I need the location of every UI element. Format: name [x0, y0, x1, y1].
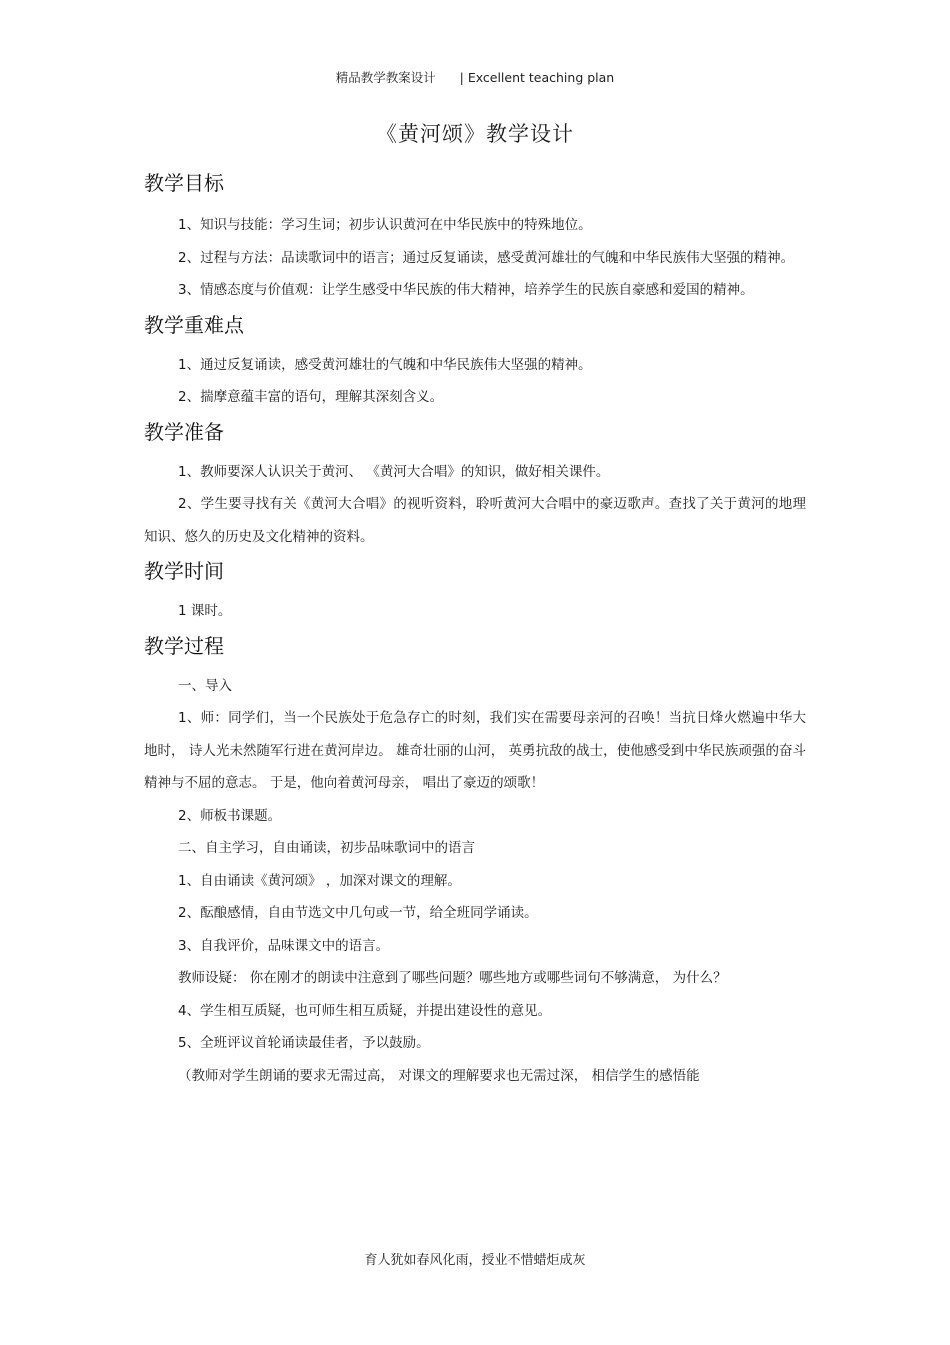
process-item-2: 2、师板书课题。 — [178, 807, 282, 824]
process-step-2-title: 二、自主学习，自由诵读，初步品味歌词中的语言 — [178, 840, 475, 856]
page-footer: 育人犹如春风化雨，授业不惜蜡炬成灰 — [364, 1253, 586, 1268]
header-left: 精品教学教案设计 — [335, 70, 436, 85]
header-separator: | — [459, 70, 464, 85]
key-item-2: 2、揣摩意蕴丰富的语句，理解其深刻含义。 — [178, 389, 444, 405]
process-step-1-title: 一、导入 — [178, 677, 232, 694]
prep-item-2: 2、学生要寻找有关《黄河大合唱》的视听资料，聆听黄河大合唱中的豪迈歌声。查找了关于黄河的地理知识、悠久的历史及文化精神的资料。 — [144, 496, 806, 545]
heading-process: 教学过程 — [144, 633, 224, 658]
process-item-1: 1、师：同学们，当一个民族处于危急存亡的时刻，我们实在需要母亲河的召唤！当抗日烽火燃遍中华大地时， 诗人光未然随军行进在黄河岸边。 雄奇壮丽的山河， 英勇抗敌的战士，使他感受到中华民族顽强的奋斗精神与不屈的意志。 于是，他向着黄河母亲， 唱出了豪迈的颂歌！ — [144, 710, 806, 791]
goals-item-1: 1、知识与技能：学习生词；初步认识黄河在中华民族中的特殊地位。 — [178, 217, 592, 233]
heading-preparation: 教学准备 — [144, 419, 224, 444]
time-item-1: 1 课时。 — [178, 603, 232, 619]
process-item-6: 教师设疑： 你在刚才的朗读中注意到了哪些问题？哪些地方或哪些词句不够满意， 为什么？ — [178, 970, 727, 986]
process-item-9: （教师对学生朗诵的要求无需过高， 对课文的理解要求也无需过深， 相信学生的感悟能 — [178, 1067, 700, 1084]
key-item-1: 1、通过反复诵读，感受黄河雄壮的气魄和中华民族伟大坚强的精神。 — [178, 356, 592, 373]
prep-item-1: 1、教师要深人认识关于黄河、 《黄河大合唱》的知识，做好相关课件。 — [178, 463, 610, 480]
process-item-5: 3、自我评价，品味课文中的语言。 — [178, 937, 390, 954]
heading-goals: 教学目标 — [144, 171, 224, 195]
document-body — [144, 165, 806, 1092]
process-item-4: 2、酝酿感情，自由节选文中几句或一节，给全班同学诵读。 — [178, 905, 538, 921]
goals-item-2: 2、过程与方法：品读歌词中的语言；通过反复诵读，感受黄河雄壮的气魄和中华民族伟大坚强的精神。 — [178, 249, 795, 266]
goals-item-3: 3、情感态度与价值观：让学生感受中华民族的伟大精神，培养学生的民族自豪感和爱国的精神。 — [178, 282, 754, 298]
page-header — [0, 68, 950, 86]
heading-time: 教学时间 — [144, 559, 224, 583]
header-right: Excellent teaching plan — [467, 70, 615, 85]
process-item-3: 1、自由诵读《黄河颂》 ，加深对课文的理解。 — [178, 872, 461, 889]
process-item-8: 5、全班评议首轮诵读最佳者，予以鼓励。 — [178, 1035, 430, 1051]
process-item-7: 4、学生相互质疑，也可师生相互质疑，并提出建设性的意见。 — [178, 1002, 552, 1019]
heading-key-points: 教学重难点 — [144, 312, 244, 337]
document-title: 《黄河颂》教学设计 — [376, 122, 574, 146]
